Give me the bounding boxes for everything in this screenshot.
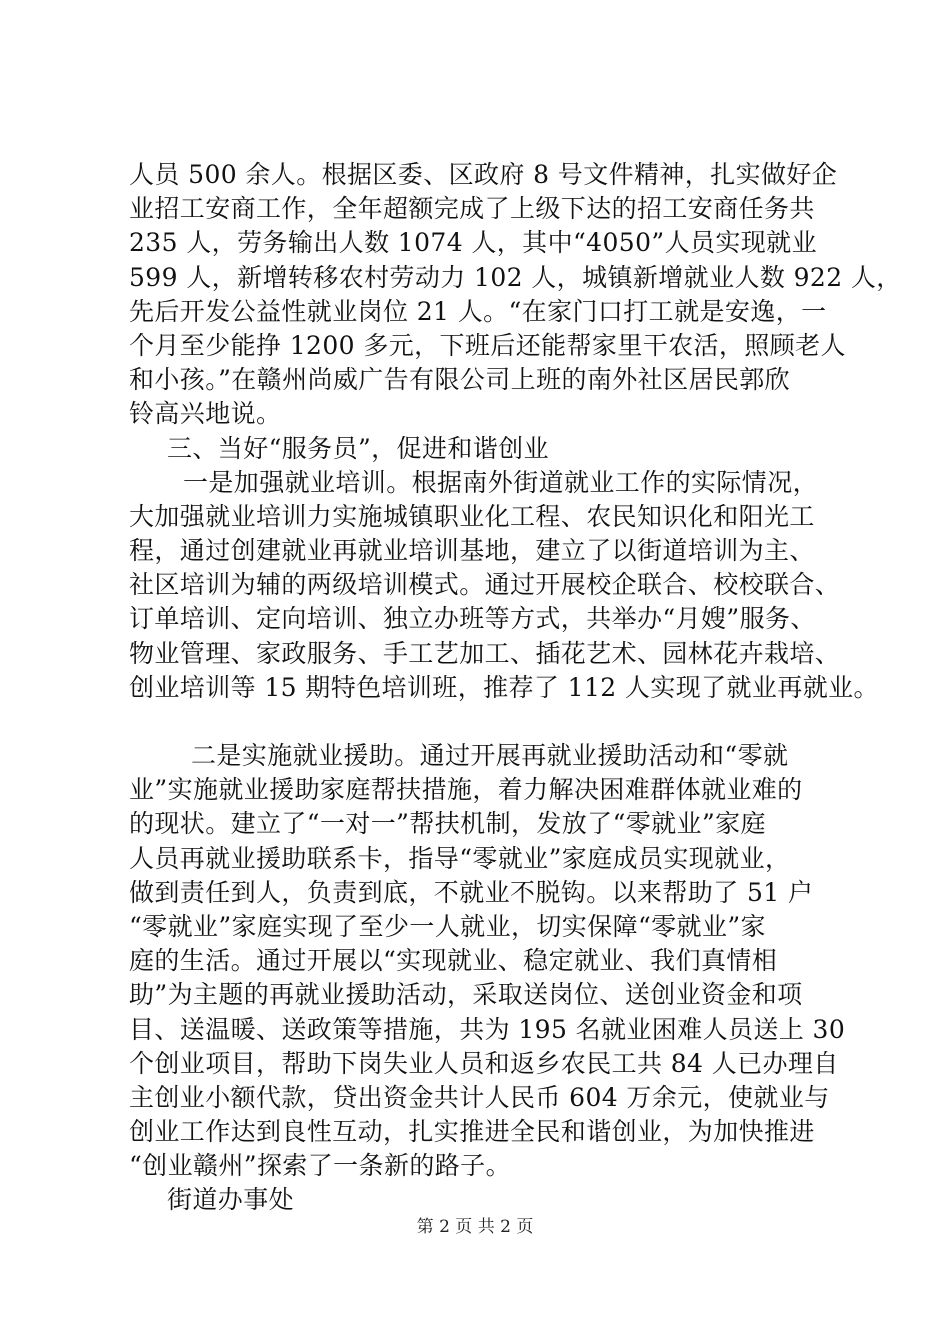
text-line: 做到责任到人，负责到底，不就业不脱钩。以来帮助了 51 户 bbox=[129, 877, 814, 907]
text-line: 二是实施就业援助。通过开展再就业援助活动和“零就 bbox=[191, 741, 789, 770]
text-line: 大加强就业培训力实施城镇职业化工程、农民知识化和阳光工 bbox=[129, 501, 815, 531]
text-line: 个创业项目，帮助下岗失业人员和返乡农民工共 84 人已办理自 bbox=[129, 1048, 839, 1078]
text-line: 创业培训等 15 期特色培训班，推荐了 112 人实现了就业再就业。 bbox=[129, 672, 879, 702]
page-number: 第 2 页 共 2 页 bbox=[416, 1217, 534, 1237]
text-line: 目、送温暖、送政策等措施，共为 195 名就业困难人员送上 30 bbox=[129, 1014, 846, 1044]
text-line: 庭的生活。通过开展以“实现就业、稳定就业、我们真情相 bbox=[129, 946, 778, 976]
text-line: 主创业小额代款，贷出资金共计人民币 604 万余元，使就业与 bbox=[129, 1082, 830, 1112]
paragraph-3 bbox=[129, 739, 846, 1183]
text-line: “零就业”家庭实现了至少一人就业，切实保障“零就业”家 bbox=[129, 911, 766, 941]
text-line: 先后开发公益性就业岗位 21 人。“在家门口打工就是安逸，一 bbox=[129, 296, 827, 326]
signature: 街道办事处 bbox=[167, 1185, 295, 1215]
text-line: “创业赣州”探索了一条新的路子。 bbox=[129, 1151, 511, 1181]
text-line: 的现状。建立了“一对一”帮扶机制，发放了“零就业”家庭 bbox=[129, 809, 766, 839]
text-line: 个月至少能挣 1200 多元，下班后还能帮家里干农活，照顾老人 bbox=[129, 330, 846, 360]
text-line: 人员再就业援助联系卡，指导“零就业”家庭成员实现就业， bbox=[129, 843, 791, 873]
text-line: 社区培训为辅的两级培训模式。通过开展校企联合、校校联合、 bbox=[129, 570, 841, 600]
text-line: 235 人，劳务输出人数 1074 人，其中“4050”人员实现就业 bbox=[129, 228, 817, 258]
paragraph-1 bbox=[129, 158, 902, 432]
text-line: 599 人，新增转移农村劳动力 102 人，城镇新增就业人数 922 人， bbox=[129, 262, 902, 292]
text-line: 程，通过创建就业再就业培训基地，建立了以街道培训为主、 bbox=[129, 536, 815, 566]
text-line: 创业工作达到良性互动，扎实推进全民和谐创业，为加快推进 bbox=[129, 1117, 815, 1147]
document-body bbox=[129, 158, 902, 1218]
text-line: 业招工安商工作，全年超额完成了上级下达的招工安商任务共 bbox=[129, 194, 815, 224]
text-line: 和小孩。”在赣州尚威广告有限公司上班的南外社区居民郭欣 bbox=[129, 365, 791, 395]
text-line: 人员 500 余人。根据区委、区政府 8 号文件精神，扎实做好企 bbox=[129, 160, 838, 189]
text-line: 业”实施就业援助家庭帮扶措施，着力解决困难群体就业难的 bbox=[129, 775, 803, 805]
text-line: 一是加强就业培训。根据南外街道就业工作的实际情况， bbox=[183, 467, 819, 497]
text-line: 铃高兴地说。 bbox=[129, 399, 282, 429]
page-footer bbox=[0, 1216, 950, 1238]
paragraph-spacer bbox=[129, 705, 829, 739]
paragraph-2 bbox=[129, 466, 879, 705]
text-line: 物业管理、家政服务、手工艺加工、插花艺术、园林花卉栽培、 bbox=[129, 638, 841, 668]
section-heading: 三、当好“服务员”，促进和谐创业 bbox=[167, 433, 549, 463]
text-line: 订单培训、定向培训、独立办班等方式，共举办“月嫂”服务、 bbox=[129, 604, 816, 634]
text-line: 助”为主题的再就业援助活动，采取送岗位、送创业资金和项 bbox=[129, 980, 803, 1010]
